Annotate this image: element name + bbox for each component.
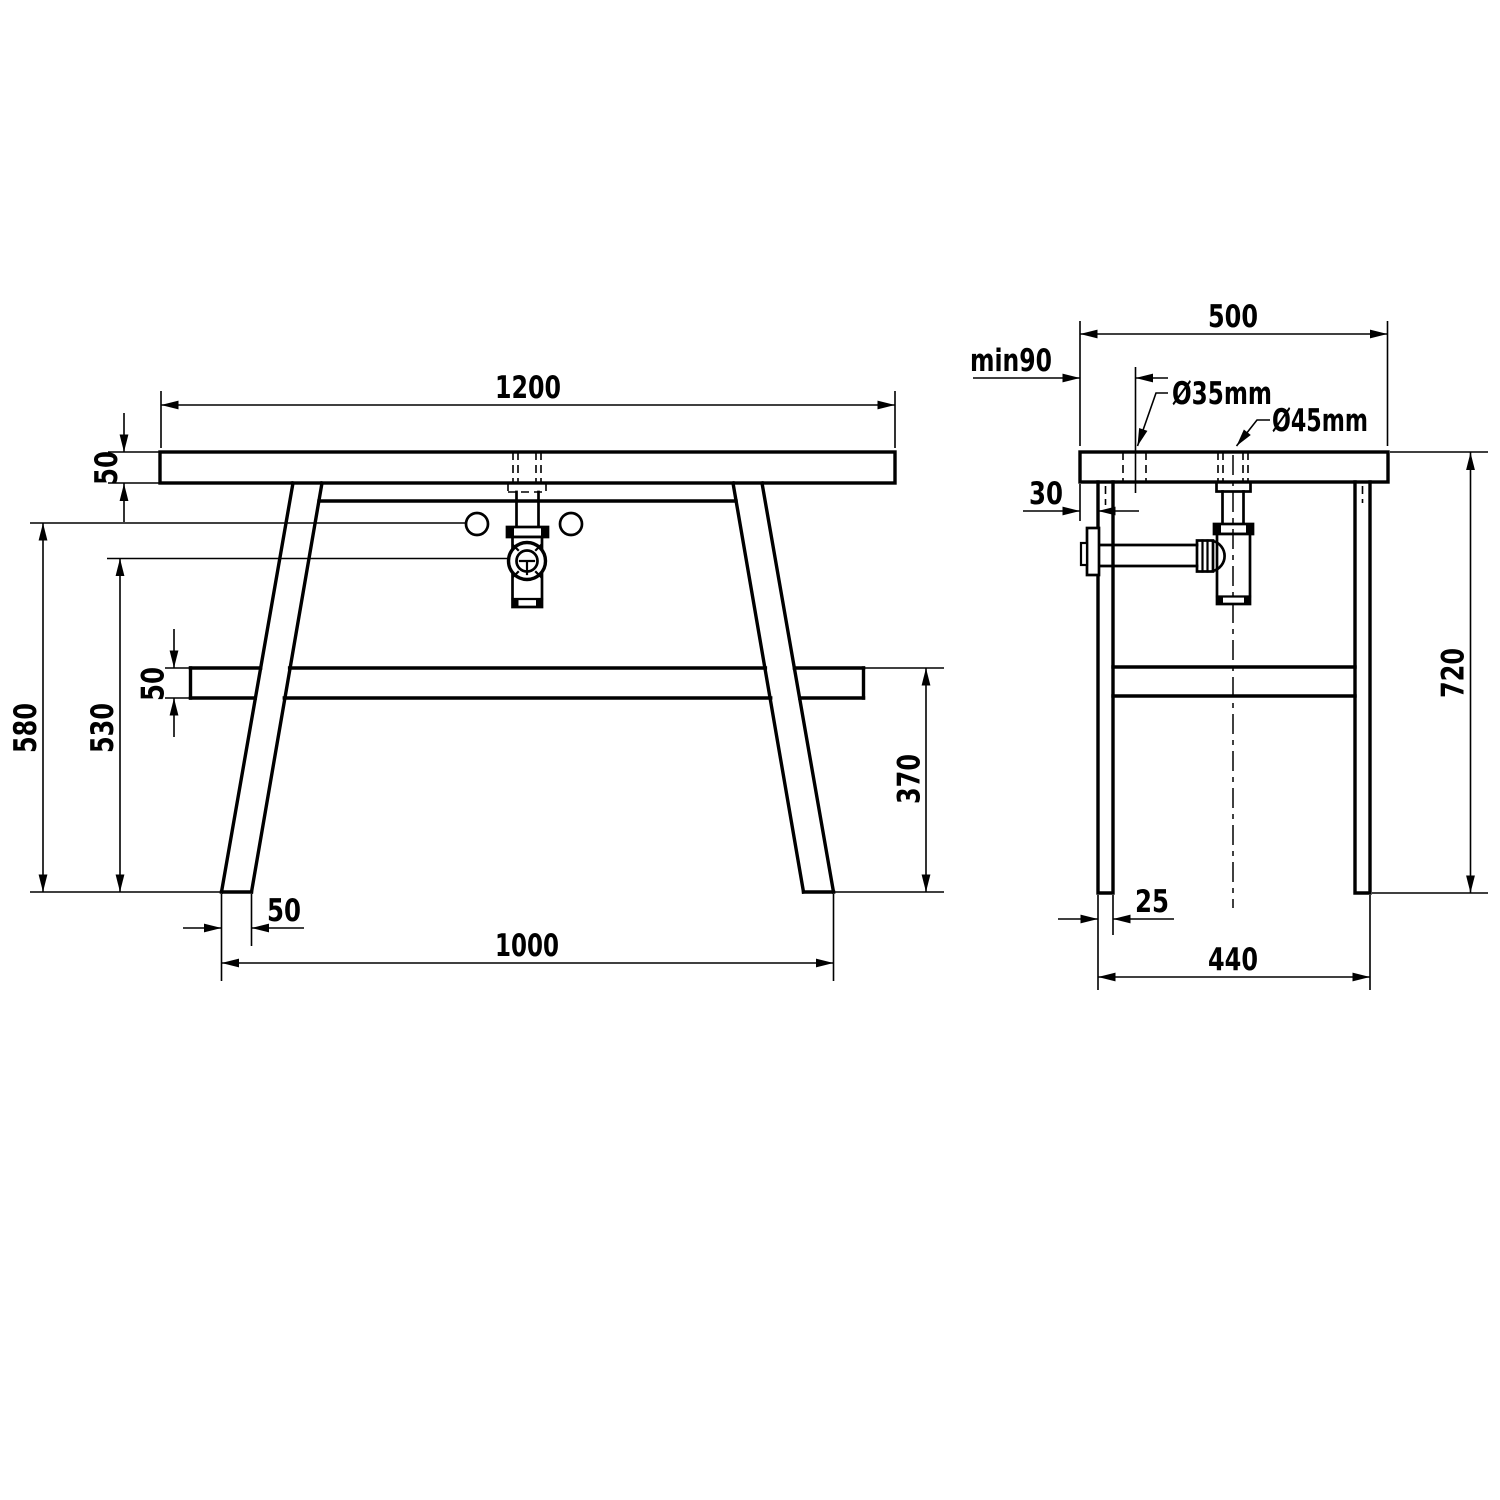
dim-label-tap-setback: min90 [970, 343, 1052, 379]
front-tabletop [160, 452, 895, 483]
dim-label-foot-width: 50 [267, 893, 301, 929]
front-left-leg [222, 483, 323, 892]
dim-label-leg-setback: 30 [1029, 476, 1063, 512]
front-right-leg [733, 483, 834, 892]
dim-label-total-height: 720 [1435, 633, 1472, 698]
dim-label-foot-span: 1000 [495, 928, 559, 964]
side-view [970, 299, 1488, 990]
dim-label-trap-height: 530 [85, 688, 121, 753]
dim-label-tap-height: 580 [8, 688, 44, 753]
side-shelf [1113, 667, 1355, 696]
side-dimensions [970, 299, 1488, 990]
side-back-leg [1355, 482, 1370, 893]
dim-label-shelf-height: 370 [891, 739, 928, 804]
side-tabletop [1080, 452, 1388, 482]
dim-label-top-width: 1200 [495, 370, 561, 406]
side-siphon [1081, 455, 1253, 908]
dim-label-leg-span: 440 [1208, 942, 1258, 978]
dim-label-leg-thickness: 25 [1135, 884, 1169, 920]
dim-label-shelf-thickness: 50 [135, 657, 172, 701]
dim-label-top-thickness: 50 [89, 441, 125, 485]
dim-label-drain-hole-dia: Ø45mm [1272, 403, 1368, 439]
dim-label-tap-hole-dia: Ø35mm [1172, 376, 1272, 412]
front-view [8, 370, 944, 981]
dim-label-depth: 500 [1208, 299, 1258, 335]
front-shelf [191, 668, 864, 698]
